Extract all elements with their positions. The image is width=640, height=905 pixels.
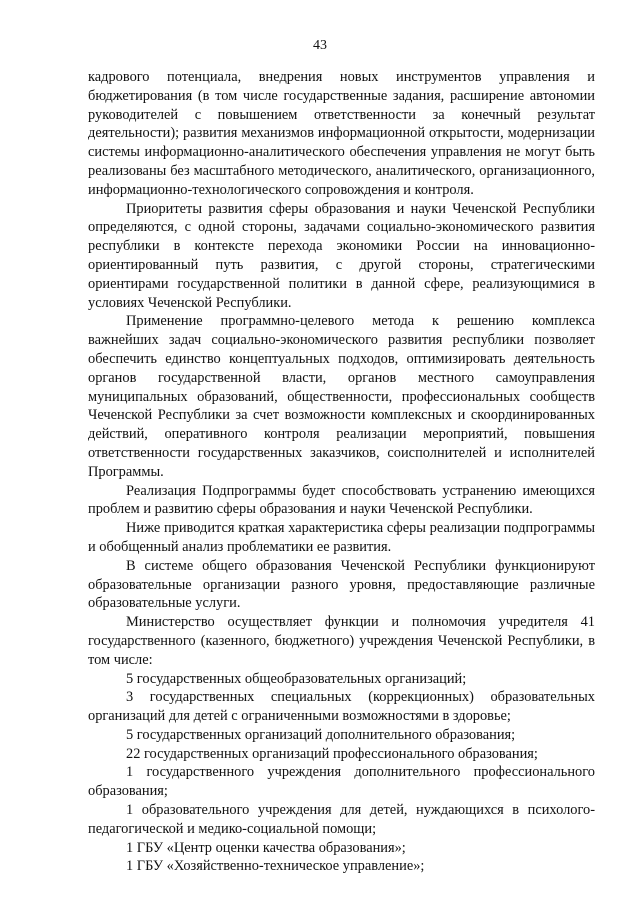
paragraph-brief-characteristic: Ниже приводится краткая характеристика сферы реализации подпрограммы и обобщенный анализ проблематики ее развития.: [88, 520, 595, 555]
list-item: 1 ГБУ «Центр оценки качества образования»;: [126, 839, 406, 856]
list-item: 1 государственного учреждения дополнительного профессионального образования;: [88, 764, 595, 800]
list-item: 1 образовательного учреждения для детей, нуждающихся в психолого-педагогической и медико-социальной помощи;: [88, 802, 595, 837]
list-item: 1 ГБУ «Хозяйственно-техническое управление»;: [126, 858, 425, 875]
list-item: 5 государственных общеобразовательных организаций;: [126, 670, 467, 687]
document-body: [88, 68, 595, 876]
page-number: 43: [313, 38, 327, 53]
paragraph-implementation: Реализация Подпрограммы будет способствовать устранению имеющихся проблем и развитию сферы образования и науки Чеченской Республики.: [88, 482, 595, 518]
list-item: 5 государственных организаций дополнительного образования;: [126, 726, 516, 743]
list-item: 3 государственных специальных (коррекционных) образовательных организаций для детей с ограниченными возможностями в здоровье;: [88, 689, 595, 725]
paragraph-ministry-functions: Министерство осуществляет функции и полномочия учредителя 41 государственного (казенного, бюджетного) учреждения Чеченской Республики, в том числе:: [88, 614, 595, 668]
paragraph-program-method: Применение программно-целевого метода к решению комплекса важнейших задач социально-экономического развития республики позволяет обеспечить единство концептуальных подходов, оптимизировать деятельность органов государственной власти, органов местного самоуправления муниципальных образований, общественности, профессиональных сообществ Чеченской Республики за счет возможности комплексных и скоординированных действий, оперативного контроля реализации мероприятий, повышения ответственности государственных заказчиков, соисполнителей и исполнителей Программы.: [88, 313, 595, 480]
list-item: 22 государственных организаций профессионального образования;: [126, 745, 538, 762]
paragraph-general-education: В системе общего образования Чеченской Республики функционируют образовательные организации разного уровня, предоставляющие различные образовательные услуги.: [88, 557, 595, 612]
paragraph-priorities: Приоритеты развития сферы образования и науки Чеченской Республики определяются, с одной стороны, задачами социально-экономического развития республики в контексте перехода экономики России на инновационно-ориентированный путь развития, с другой стороны, стратегическими ориентирами государственной политики в данной сфере, реализующимися в условиях Чеченской Республики.: [88, 200, 595, 311]
paragraph-continuation: кадрового потенциала, внедрения новых инструментов управления и бюджетирования (в том числе государственные задания, расширение автономии руководителей с повышением ответственности за конечный результат деятельности); развития механизмов информационной открытости, модернизации системы информационно-аналитического обеспечения управления не могут быть реализованы без масштабного методического, аналитического, организационного, информационно-технологического сопровождения и контроля.: [88, 69, 595, 198]
